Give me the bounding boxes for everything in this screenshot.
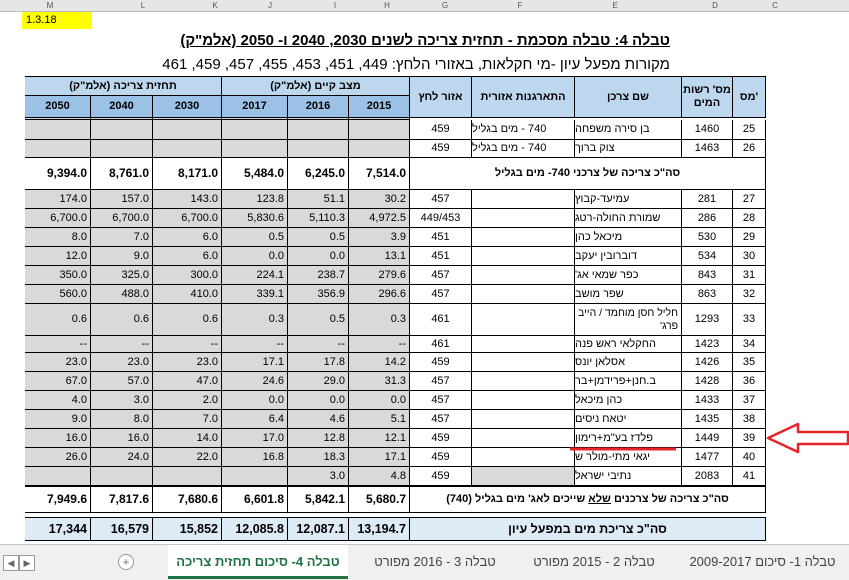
value-cell[interactable]: 0.6 bbox=[91, 304, 153, 336]
value-cell[interactable] bbox=[222, 120, 288, 140]
total-value-cell[interactable]: 15,852 bbox=[153, 517, 222, 541]
value-cell[interactable]: 12.8 bbox=[288, 429, 349, 448]
value-cell[interactable]: 238.7 bbox=[288, 266, 349, 285]
subtotal2-label-cell[interactable] bbox=[410, 486, 766, 513]
scroll-right-icon[interactable]: ▶ bbox=[19, 555, 35, 571]
subtotal2-label-a: סה"כ צריכה של צרכנים bbox=[610, 493, 729, 506]
value-cell[interactable]: 123.8 bbox=[222, 190, 288, 209]
subtotal-value-cell[interactable]: 6,601.8 bbox=[222, 486, 288, 513]
header-year-2050[interactable]: 2050 bbox=[25, 96, 91, 118]
value-cell[interactable]: 157.0 bbox=[91, 190, 153, 209]
value-cell[interactable] bbox=[349, 140, 410, 158]
consumer-id-cell[interactable]: 1449 bbox=[682, 429, 733, 448]
header-forecast[interactable]: תחזית צריכה (אלמ"ק) bbox=[25, 76, 222, 96]
value-cell[interactable]: 0.5 bbox=[288, 228, 349, 247]
value-cell[interactable]: 560.0 bbox=[25, 285, 91, 304]
subtotal-value-cell[interactable]: 7,817.6 bbox=[91, 486, 153, 513]
header-year-2015[interactable]: 2015 bbox=[349, 96, 410, 118]
value-cell[interactable]: 143.0 bbox=[153, 190, 222, 209]
value-cell[interactable]: 350.0 bbox=[25, 266, 91, 285]
value-cell[interactable]: 3.0 bbox=[288, 467, 349, 486]
tab-table-3[interactable]: טבלה 3 - 2016 מפורט bbox=[374, 554, 496, 569]
subtotal-value-cell[interactable]: 8,171.0 bbox=[153, 158, 222, 190]
scroll-left-icon[interactable]: ◀ bbox=[3, 555, 19, 571]
value-cell[interactable]: 488.0 bbox=[91, 285, 153, 304]
annotation-layer bbox=[570, 415, 849, 465]
value-cell[interactable] bbox=[91, 120, 153, 140]
regional-cell[interactable] bbox=[472, 429, 575, 448]
value-cell[interactable]: 0.0 bbox=[288, 247, 349, 266]
value-cell[interactable]: 22.0 bbox=[153, 448, 222, 467]
regional-cell[interactable] bbox=[472, 266, 575, 285]
row-number-cell[interactable]: 27 bbox=[733, 190, 766, 209]
value-cell[interactable]: 31.3 bbox=[349, 372, 410, 391]
header-year-2016[interactable]: 2016 bbox=[288, 96, 349, 118]
regional-cell[interactable] bbox=[472, 190, 575, 209]
value-cell[interactable]: 13.1 bbox=[349, 247, 410, 266]
value-cell[interactable]: 279.6 bbox=[349, 266, 410, 285]
title-main: טבלה מסכמת - תחזית צריכה לשנים 2030, 2040 ו- 2050 (אלמ"ק) bbox=[180, 32, 611, 49]
value-cell[interactable]: 0.0 bbox=[222, 247, 288, 266]
value-cell[interactable]: 296.6 bbox=[349, 285, 410, 304]
header-year-2030[interactable]: 2030 bbox=[153, 96, 222, 118]
column-header-e[interactable]: E bbox=[612, 1, 618, 10]
value-cell[interactable]: 2.0 bbox=[153, 391, 222, 410]
regional-cell[interactable] bbox=[472, 372, 575, 391]
value-cell[interactable] bbox=[25, 140, 91, 158]
row-number-cell[interactable]: 34 bbox=[733, 336, 766, 353]
consumer-name-cell[interactable]: מיכאל כהן bbox=[575, 228, 682, 247]
subtotal-value-cell[interactable]: 7,514.0 bbox=[349, 158, 410, 190]
consumer-id-cell[interactable]: 1477 bbox=[682, 448, 733, 467]
consumer-name-cell[interactable]: חליל חסן מוחמד / הייב פרג' bbox=[575, 304, 682, 336]
value-cell[interactable]: 51.1 bbox=[288, 190, 349, 209]
column-header-d[interactable]: D bbox=[712, 1, 718, 10]
pressure-zone-cell[interactable]: 459 bbox=[410, 429, 472, 448]
value-cell[interactable]: 30.2 bbox=[349, 190, 410, 209]
consumer-id-cell[interactable]: 286 bbox=[682, 209, 733, 228]
value-cell[interactable]: 5.1 bbox=[349, 410, 410, 429]
column-header-i[interactable]: I bbox=[333, 1, 337, 10]
value-cell[interactable]: 410.0 bbox=[153, 285, 222, 304]
pressure-zone-cell[interactable]: 457 bbox=[410, 190, 472, 209]
value-cell[interactable]: 4.6 bbox=[288, 410, 349, 429]
value-cell[interactable]: 16.8 bbox=[222, 448, 288, 467]
pressure-zone-cell[interactable]: 459 bbox=[410, 467, 472, 486]
column-header-c[interactable]: C bbox=[772, 1, 778, 10]
consumer-id-cell[interactable]: 1460 bbox=[682, 120, 733, 140]
value-cell[interactable]: 0.3 bbox=[349, 304, 410, 336]
value-cell[interactable]: 9.0 bbox=[91, 247, 153, 266]
consumer-name-cell[interactable]: ב.חנן+פרידמן+בר bbox=[575, 372, 682, 391]
value-cell[interactable] bbox=[288, 140, 349, 158]
header-num[interactable]: מס' bbox=[733, 76, 766, 118]
value-cell[interactable]: 356.9 bbox=[288, 285, 349, 304]
value-cell[interactable]: 0.5 bbox=[222, 228, 288, 247]
value-cell[interactable]: 224.1 bbox=[222, 266, 288, 285]
consumer-name-cell[interactable]: פלדז בע"מ+רימון bbox=[575, 429, 682, 448]
value-cell[interactable]: 9.0 bbox=[25, 410, 91, 429]
value-cell[interactable] bbox=[153, 140, 222, 158]
consumer-id-cell[interactable]: 281 bbox=[682, 190, 733, 209]
value-cell[interactable]: 339.1 bbox=[222, 285, 288, 304]
column-header-h[interactable]: H bbox=[384, 1, 390, 10]
consumer-name-cell[interactable]: עמיעד-קבוץ bbox=[575, 190, 682, 209]
value-cell[interactable]: 14.2 bbox=[349, 353, 410, 372]
value-cell[interactable]: 7.0 bbox=[91, 228, 153, 247]
value-cell[interactable]: 17.1 bbox=[349, 448, 410, 467]
regional-cell[interactable] bbox=[472, 228, 575, 247]
value-cell[interactable]: 18.3 bbox=[288, 448, 349, 467]
consumer-name-cell[interactable]: שפר מושב bbox=[575, 285, 682, 304]
value-cell[interactable]: 17.0 bbox=[222, 429, 288, 448]
row-number-cell[interactable]: 31 bbox=[733, 266, 766, 285]
value-cell[interactable]: 3.9 bbox=[349, 228, 410, 247]
value-cell[interactable]: 0.6 bbox=[25, 304, 91, 336]
value-cell[interactable]: 6,700.0 bbox=[25, 209, 91, 228]
regional-cell[interactable] bbox=[472, 353, 575, 372]
subtotal-value-cell[interactable]: 9,394.0 bbox=[25, 158, 91, 190]
value-cell[interactable]: 26.0 bbox=[25, 448, 91, 467]
consumer-name-cell[interactable]: כהן מיכאל bbox=[575, 391, 682, 410]
consumer-id-cell[interactable]: 843 bbox=[682, 266, 733, 285]
value-cell[interactable] bbox=[91, 140, 153, 158]
pressure-zone-cell[interactable]: 457 bbox=[410, 410, 472, 429]
value-cell[interactable] bbox=[153, 120, 222, 140]
pressure-zone-cell[interactable]: 457 bbox=[410, 391, 472, 410]
regional-cell[interactable] bbox=[472, 285, 575, 304]
consumer-id-cell[interactable]: 1435 bbox=[682, 410, 733, 429]
value-cell[interactable]: 4,972.5 bbox=[349, 209, 410, 228]
consumer-id-cell[interactable]: 1423 bbox=[682, 336, 733, 353]
consumer-name-cell[interactable]: יטאח ניסים bbox=[575, 410, 682, 429]
subtotal2-label-c: שייכים לאג' מים בגליל (740) bbox=[446, 493, 589, 506]
value-cell[interactable]: -- bbox=[153, 336, 222, 353]
consumer-name-cell[interactable]: נתיבי ישראל bbox=[575, 467, 682, 486]
value-cell[interactable]: 57.0 bbox=[91, 372, 153, 391]
value-cell[interactable]: 8.0 bbox=[25, 228, 91, 247]
value-cell[interactable] bbox=[25, 467, 91, 486]
value-cell[interactable]: 0.3 bbox=[222, 304, 288, 336]
consumer-id-cell[interactable]: 530 bbox=[682, 228, 733, 247]
consumer-name-cell[interactable]: יגאי מתי-מולר ש bbox=[575, 448, 682, 467]
value-cell[interactable]: 0.0 bbox=[349, 391, 410, 410]
value-cell[interactable]: 12.0 bbox=[25, 247, 91, 266]
subtotal-value-cell[interactable]: 5,842.1 bbox=[288, 486, 349, 513]
total-value-cell[interactable]: 17,344 bbox=[25, 517, 91, 541]
pressure-zone-cell[interactable]: 449/453 bbox=[410, 209, 472, 228]
value-cell[interactable]: -- bbox=[91, 336, 153, 353]
total-value-cell[interactable]: 13,194.7 bbox=[349, 517, 410, 541]
column-header-g[interactable]: G bbox=[441, 1, 449, 10]
value-cell[interactable]: 5,110.3 bbox=[288, 209, 349, 228]
column-header-l[interactable]: L bbox=[140, 1, 146, 10]
table-subtitle: מקורות מפעל עיון -מי חקלאות, באזורי הלחץ: 449, 451, 453, 455, 457, 459, 461 bbox=[162, 56, 670, 73]
value-cell[interactable]: 67.0 bbox=[25, 372, 91, 391]
value-cell[interactable]: 14.0 bbox=[153, 429, 222, 448]
subtotal2-label-b: שלא bbox=[588, 493, 611, 506]
value-cell[interactable] bbox=[91, 467, 153, 486]
consumer-name-cell[interactable]: החקלאי ראש פנה bbox=[575, 336, 682, 353]
consumer-id-cell[interactable]: 863 bbox=[682, 285, 733, 304]
value-cell[interactable]: 23.0 bbox=[25, 353, 91, 372]
pressure-zone-cell[interactable]: 459 bbox=[410, 448, 472, 467]
consumer-name-cell[interactable]: שמורת החולה-רטג bbox=[575, 209, 682, 228]
row-number-cell[interactable]: 33 bbox=[733, 304, 766, 336]
regional-cell[interactable] bbox=[472, 391, 575, 410]
row-number-cell[interactable]: 29 bbox=[733, 228, 766, 247]
subtotal-value-cell[interactable]: 6,245.0 bbox=[288, 158, 349, 190]
subtotal-value-cell[interactable]: 5,680.7 bbox=[349, 486, 410, 513]
value-cell[interactable]: 325.0 bbox=[91, 266, 153, 285]
total-value-cell[interactable]: 16,579 bbox=[91, 517, 153, 541]
subtotal-value-cell[interactable]: 5,484.0 bbox=[222, 158, 288, 190]
column-header-m[interactable]: M bbox=[46, 1, 54, 10]
tab-table-2[interactable]: טבלה 2 - 2015 מפורט bbox=[533, 554, 655, 569]
pressure-zone-cell[interactable]: 461 bbox=[410, 304, 472, 336]
value-cell[interactable]: 16.0 bbox=[25, 429, 91, 448]
regional-cell[interactable]: 740 - מים בגליל bbox=[472, 120, 575, 140]
subtotal-value-cell[interactable]: 8,761.0 bbox=[91, 158, 153, 190]
value-cell[interactable]: 8.0 bbox=[91, 410, 153, 429]
consumer-id-cell[interactable]: 1426 bbox=[682, 353, 733, 372]
value-cell[interactable]: -- bbox=[25, 336, 91, 353]
row-number-cell[interactable]: 32 bbox=[733, 285, 766, 304]
row-number-cell[interactable]: 40 bbox=[733, 448, 766, 467]
add-sheet-icon[interactable]: + bbox=[118, 554, 134, 570]
value-cell[interactable]: 3.0 bbox=[91, 391, 153, 410]
value-cell[interactable]: 6,700.0 bbox=[153, 209, 222, 228]
header-consumer-name[interactable]: שם צרכן bbox=[575, 76, 682, 118]
value-cell[interactable]: -- bbox=[288, 336, 349, 353]
pressure-zone-cell[interactable]: 459 bbox=[410, 120, 472, 140]
consumer-name-cell[interactable]: צוק ברוך bbox=[575, 140, 682, 158]
consumer-name-cell[interactable]: כפר שמאי אג' bbox=[575, 266, 682, 285]
subtotal-value-cell[interactable]: 7,680.6 bbox=[153, 486, 222, 513]
row-number-cell[interactable]: 30 bbox=[733, 247, 766, 266]
row-number-cell[interactable]: 35 bbox=[733, 353, 766, 372]
pressure-zone-cell[interactable]: 457 bbox=[410, 266, 472, 285]
pressure-zone-cell[interactable]: 451 bbox=[410, 228, 472, 247]
consumer-id-cell[interactable]: 1463 bbox=[682, 140, 733, 158]
value-cell[interactable]: 47.0 bbox=[153, 372, 222, 391]
total-value-cell[interactable]: 12,085.8 bbox=[222, 517, 288, 541]
row-number-cell[interactable]: 26 bbox=[733, 140, 766, 158]
subtotal-label-cell[interactable]: סה"כ צריכה של צרכני 740- מים בגליל bbox=[410, 158, 766, 190]
row-number-cell[interactable]: 37 bbox=[733, 391, 766, 410]
sheet-tab-bar bbox=[0, 544, 849, 580]
value-cell[interactable]: 0.6 bbox=[153, 304, 222, 336]
subtotal-value-cell[interactable]: 7,949.6 bbox=[25, 486, 91, 513]
value-cell[interactable] bbox=[222, 467, 288, 486]
pressure-zone-cell[interactable]: 459 bbox=[410, 353, 472, 372]
title-prefix: טבלה 4: bbox=[610, 32, 670, 49]
annotation-arrow-icon bbox=[768, 424, 848, 452]
tab-table-4[interactable]: טבלה 4- סיכום תחזית צריכה bbox=[168, 545, 348, 579]
header-current[interactable]: מצב קיים (אלמ"ק) bbox=[222, 76, 410, 96]
consumer-name-cell[interactable]: דוברובין יעקב bbox=[575, 247, 682, 266]
value-cell[interactable] bbox=[288, 120, 349, 140]
consumer-id-cell[interactable]: 2083 bbox=[682, 467, 733, 486]
header-regional[interactable]: התארגנות אזורית bbox=[472, 76, 575, 118]
regional-cell[interactable] bbox=[472, 448, 575, 467]
value-cell[interactable]: 6.0 bbox=[153, 228, 222, 247]
row-number-cell[interactable]: 25 bbox=[733, 120, 766, 140]
consumer-id-cell[interactable]: 1293 bbox=[682, 304, 733, 336]
value-cell[interactable]: 0.5 bbox=[288, 304, 349, 336]
value-cell[interactable]: 12.1 bbox=[349, 429, 410, 448]
tab-table-1[interactable]: טבלה 1- סיכום 2009-2017 bbox=[689, 554, 836, 569]
value-cell[interactable]: 29.0 bbox=[288, 372, 349, 391]
value-cell[interactable]: 4.8 bbox=[349, 467, 410, 486]
value-cell[interactable]: 17.8 bbox=[288, 353, 349, 372]
row-number-cell[interactable]: 41 bbox=[733, 467, 766, 486]
value-cell[interactable]: -- bbox=[222, 336, 288, 353]
value-cell[interactable]: 0.0 bbox=[222, 391, 288, 410]
value-cell[interactable] bbox=[349, 120, 410, 140]
value-cell[interactable] bbox=[222, 140, 288, 158]
value-cell[interactable]: 174.0 bbox=[25, 190, 91, 209]
value-cell[interactable]: 6.4 bbox=[222, 410, 288, 429]
value-cell[interactable]: 300.0 bbox=[153, 266, 222, 285]
header-consumer-id[interactable]: מס' רשות המים bbox=[682, 76, 733, 118]
value-cell[interactable]: 23.0 bbox=[153, 353, 222, 372]
regional-cell[interactable] bbox=[472, 209, 575, 228]
regional-cell[interactable] bbox=[472, 247, 575, 266]
value-cell[interactable] bbox=[153, 467, 222, 486]
row-number-cell[interactable]: 39 bbox=[733, 429, 766, 448]
regional-cell[interactable] bbox=[472, 467, 575, 486]
value-cell[interactable]: 17.1 bbox=[222, 353, 288, 372]
row-number-cell[interactable]: 38 bbox=[733, 410, 766, 429]
value-cell[interactable]: 6.0 bbox=[153, 247, 222, 266]
value-cell[interactable]: 24.6 bbox=[222, 372, 288, 391]
pressure-zone-cell[interactable]: 459 bbox=[410, 140, 472, 158]
column-header-j[interactable]: J bbox=[268, 1, 272, 10]
row-number-cell[interactable]: 28 bbox=[733, 209, 766, 228]
cell-reference[interactable]: 1.3.18 bbox=[22, 12, 92, 29]
total-label-cell[interactable]: סה"כ צריכת מים במפעל עיון bbox=[410, 517, 766, 541]
value-cell[interactable]: 0.0 bbox=[288, 391, 349, 410]
regional-cell[interactable] bbox=[472, 304, 575, 336]
regional-cell[interactable] bbox=[472, 336, 575, 353]
total-value-cell[interactable]: 12,087.1 bbox=[288, 517, 349, 541]
regional-cell[interactable]: 740 - מים בגליל bbox=[472, 140, 575, 158]
consumer-id-cell[interactable]: 534 bbox=[682, 247, 733, 266]
pressure-zone-cell[interactable]: 457 bbox=[410, 285, 472, 304]
value-cell[interactable]: 16.0 bbox=[91, 429, 153, 448]
value-cell[interactable]: 7.0 bbox=[153, 410, 222, 429]
header-year-2017[interactable]: 2017 bbox=[222, 96, 288, 118]
row-number-cell[interactable]: 36 bbox=[733, 372, 766, 391]
consumer-name-cell[interactable]: בן סירה משפחה bbox=[575, 120, 682, 140]
pressure-zone-cell[interactable]: 461 bbox=[410, 336, 472, 353]
regional-cell[interactable] bbox=[472, 410, 575, 429]
consumer-id-cell[interactable]: 1428 bbox=[682, 372, 733, 391]
pressure-zone-cell[interactable]: 457 bbox=[410, 372, 472, 391]
column-header-f[interactable]: F bbox=[517, 1, 523, 10]
value-cell[interactable]: 4.0 bbox=[25, 391, 91, 410]
header-year-2040[interactable]: 2040 bbox=[91, 96, 153, 118]
pressure-zone-cell[interactable]: 451 bbox=[410, 247, 472, 266]
value-cell[interactable]: 5,830.6 bbox=[222, 209, 288, 228]
value-cell[interactable]: 24.0 bbox=[91, 448, 153, 467]
value-cell[interactable]: -- bbox=[349, 336, 410, 353]
consumer-name-cell[interactable]: אסלאן יונס bbox=[575, 353, 682, 372]
value-cell[interactable]: 23.0 bbox=[91, 353, 153, 372]
value-cell[interactable] bbox=[25, 120, 91, 140]
value-cell[interactable]: 6,700.0 bbox=[91, 209, 153, 228]
consumer-id-cell[interactable]: 1433 bbox=[682, 391, 733, 410]
header-pressure-zone[interactable]: אזור לחץ bbox=[410, 76, 472, 118]
column-header-k[interactable]: K bbox=[212, 1, 218, 10]
